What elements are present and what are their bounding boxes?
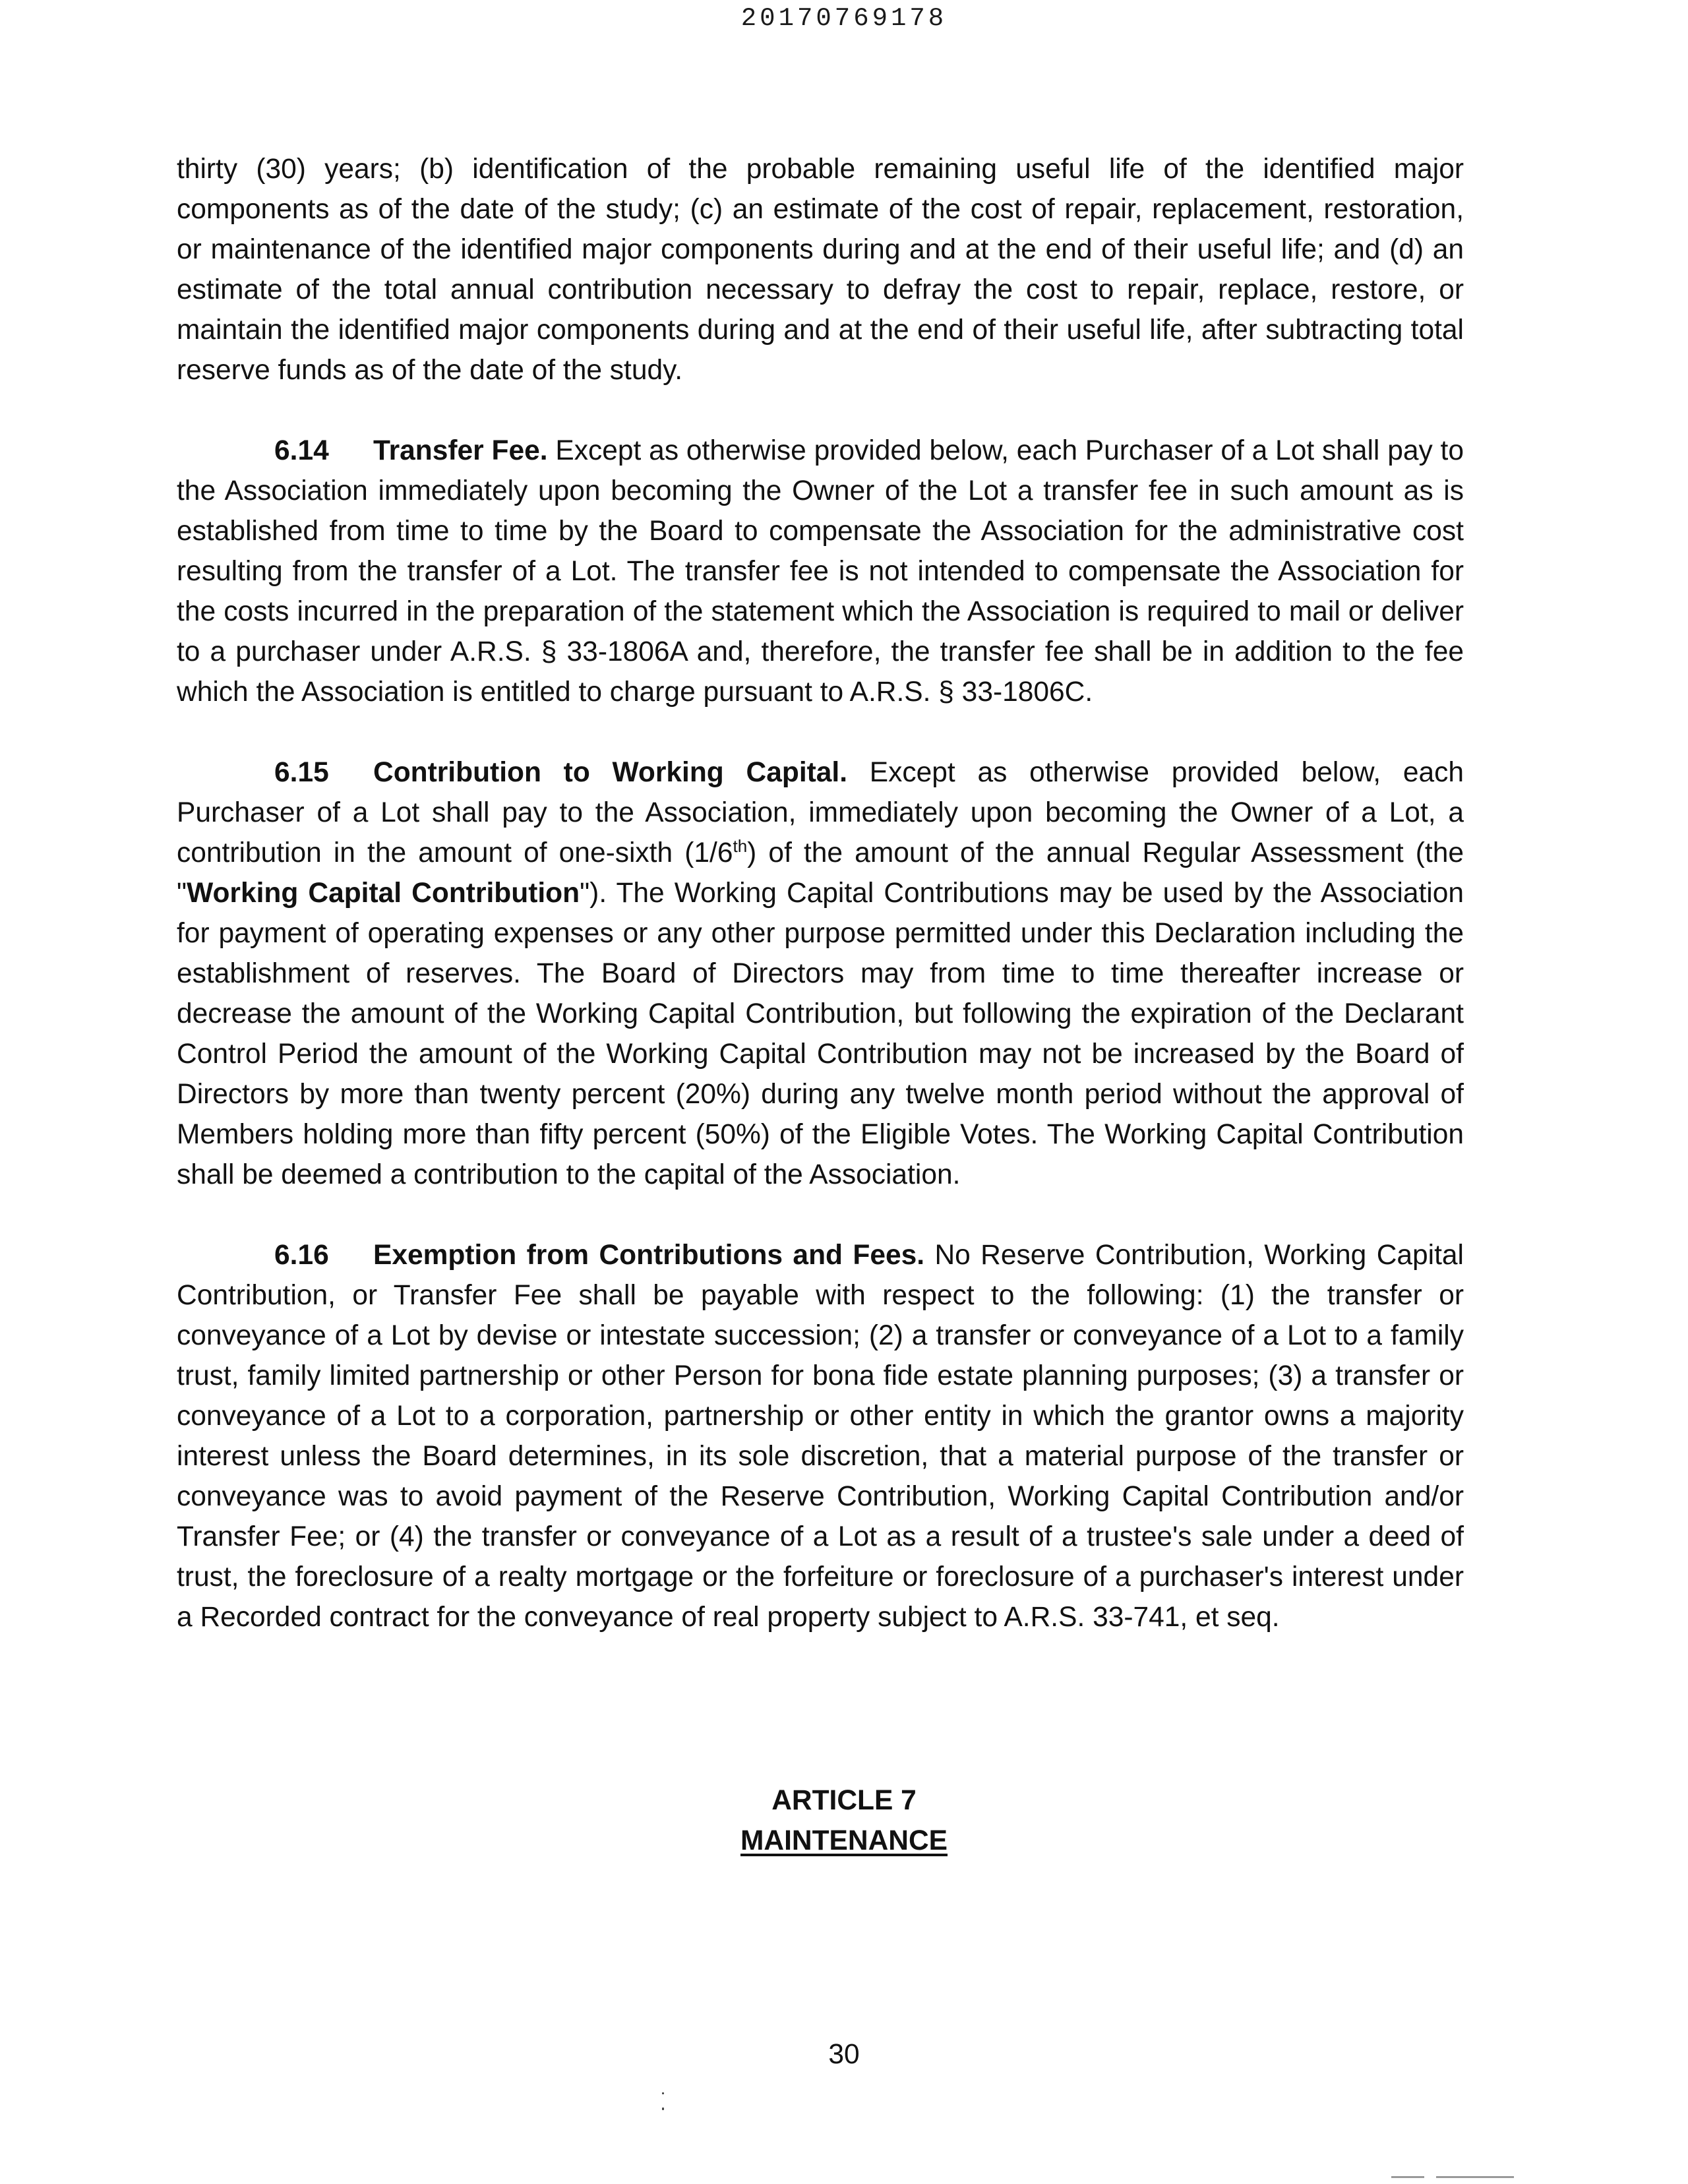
scan-edge-mark [1436,2176,1514,2178]
article-title: MAINTENANCE [740,1825,948,1856]
defined-term: Working Capital Contribution [187,878,580,909]
section-number: 6.14 [274,435,329,466]
section-number: 6.15 [274,757,329,788]
article-heading-title [0,1821,1688,1861]
article-heading-label: ARTICLE 7 [771,1785,917,1816]
section-6-15 [177,752,1464,1195]
scan-speck [662,2108,664,2110]
section-text: "). The Working Capital Contributions may be used by the Association for payment of operating expenses or any other purpose permitted under this Declaration including the establishment of reserves. The Board of Directors may from time to time thereafter increase or decrease the amount of the Working Capital Contribution, but following the expiration of the Declarant Control Period the amount of the Working Capital Contribution may not be increased by the Board of Directors by more than twenty percent (20%) during any twelve month period without the approval of Members holding more than fifty percent (50%) of the Eligible Votes. The Working Capital Contribution shall be deemed a contribution to the capital of the Association. [177,878,1464,1190]
section-text: Except as otherwise provided below, each Purchaser of a Lot shall pay to the Association, immediately upon becoming the Owner of a Lot, a contribution in the amount of one-sixth (1/6 [177,757,1464,868]
document-number: 20170769178 [740,4,948,33]
section-title: Exemption from Contributions and Fees. [373,1240,925,1271]
scan-speck [662,2092,664,2094]
section-text: No Reserve Contribution, Working Capital Contribution, or Transfer Fee shall be payable with respect to the following: (1) the transfer or conveyance of a Lot by devise or intestate succession; (2) a transfer or conveyance of a Lot to a family trust, family limited partnership or other Person for bona fide estate planning purposes; (3) a transfer or conveyance of a Lot to a corporation, partnership or other entity in which the grantor owns a majority interest unless the Board determines, in its sole discretion, that a material purpose of the transfer or conveyance was to avoid payment of the Reserve Contribution, Working Capital Contribution and/or Transfer Fee; or (4) the transfer or conveyance of a Lot as a result of a trustee's sale under a deed of trust, the foreclosure of a realty mortgage or the forfeiture or foreclosure of a purchaser's interest under a Recorded contract for the conveyance of real property subject to A.R.S. 33-741, et seq. [177,1240,1464,1633]
page-number: 30 [828,2039,860,2070]
section-text: ) of the amount of the annual Regular Assessment (the " [177,837,1464,909]
section-title: Contribution to Working Capital. [373,757,848,788]
section-text: Except as otherwise provided below, each Purchaser of a Lot shall pay to the Association immediately upon becoming the Owner of the Lot a transfer fee in such amount as is established from time to time by the Board to compensate the Association for the administrative cost resulting from the transfer of a Lot. The transfer fee is not intended to compensate the Association for the costs incurred in the preparation of the statement which the Association is required to mail or deliver to a purchaser under A.R.S. § 33-1806A and, therefore, the transfer fee shall be in addition to the fee which the Association is entitled to charge pursuant to A.R.S. § 33-1806C. [177,435,1464,708]
paragraph-continuation [177,149,1464,390]
section-title: Transfer Fee. [373,435,548,466]
scan-edge-mark [1391,2176,1424,2178]
superscript-th: th [733,836,748,856]
section-number: 6.16 [274,1240,329,1271]
document-body [177,149,1464,1637]
section-6-14 [177,431,1464,712]
paragraph-text: thirty (30) years; (b) identification of the probable remaining useful life of the identified major components as of the date of the study; (c) an estimate of the cost of repair, replacement, restoration, or maintenance of the identified major components during and at the end of their useful life; and (d) an estimate of the total annual contribution necessary to defray the cost to repair, replace, restore, or maintain the identified major components during and at the end of their useful life, after subtracting total reserve funds as of the date of the study. [177,154,1464,386]
section-6-16 [177,1235,1464,1637]
